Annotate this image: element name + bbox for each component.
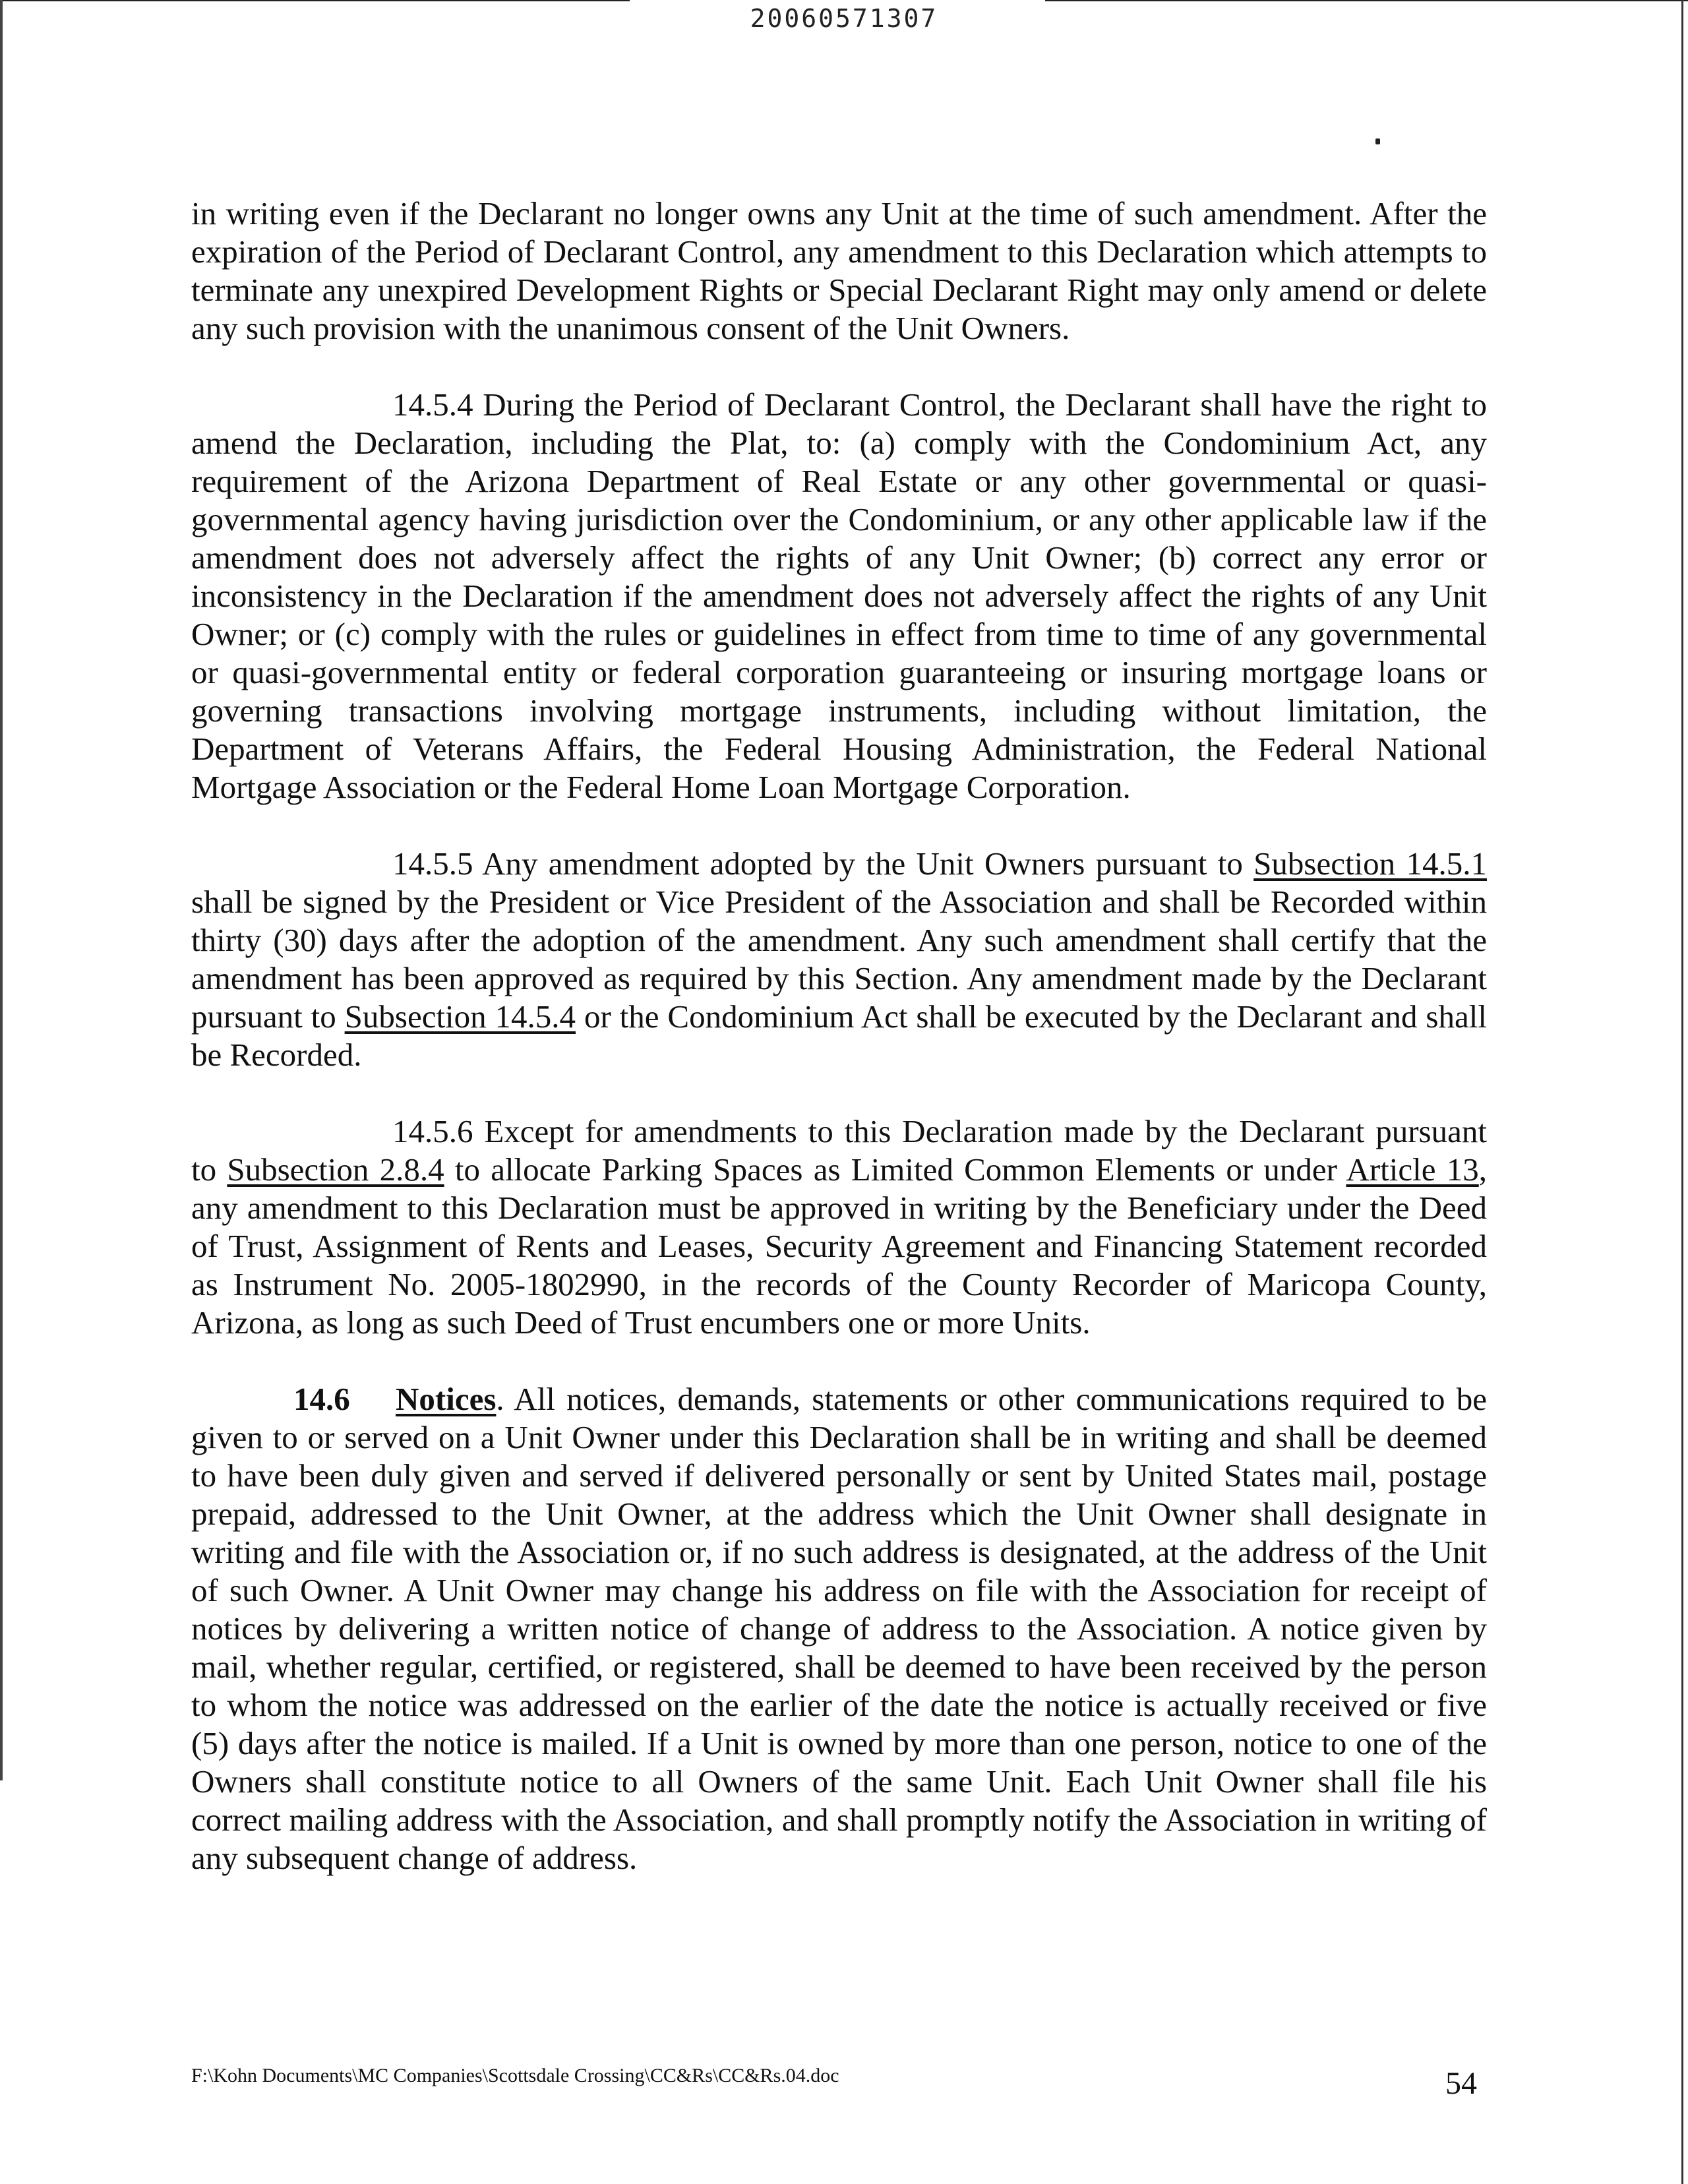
left-scan-edge [0,0,3,1780]
paragraph-14-5-6 [191,1112,1487,1342]
text-run: 14.5.5 Any amendment adopted by the Unit Owners pursuant to [392,845,1254,882]
scan-speck [1375,138,1380,144]
text-run: 14.5.6 Except for amendments to this Declaration made by the Declarant pursuant to [191,1113,1487,1188]
section-number: 14.6 [293,1381,350,1417]
paragraph-14-5-4: 14.5.4 During the Period of Declarant Control, the Declarant shall have the right to amend the Declaration, including the Plat, to: (a) comply with the Condominium Act, any requirement of the Arizona Department of Real Estate or any other governmental or quasi-governmental agency having jurisdiction over the Condominium, or any other applicable law if the amendment does not adversely affect the rights of any Unit Owner; (b) correct any error or inconsistency in the Declaration if the amendment does not adversely affect the rights of any Unit Owner; or (c) comply with the rules or guidelines in effect from time to time of any governmental or quasi-governmental entity or federal corporation guaranteeing or insuring mortgage loans or governing transactions involving mortgage instruments, including without limitation, the Department of Veterans Affairs, the Federal Housing Administration, the Federal National Mortgage Association or the Federal Home Loan Mortgage Corporation. [191,386,1487,805]
text-run: shall be signed by the President or Vice President of the Association and shall be Recorded within thirty (30) days after the adoption of the amendment. Any such amendment shall certify that the amendment has been approved as required by this Section. Any amendment made by the Declarant pursuant to [191,884,1487,1035]
paragraph-14-5-5 [191,845,1487,1074]
section-heading: Notices [396,1381,497,1417]
document-body [191,195,1487,1916]
top-border-line-right [1045,0,1688,1]
text-run: or the Condominium Act shall be executed by the Declarant and shall be Recorded. [191,998,1487,1073]
article-13-reference: Article 13 [1346,1151,1479,1188]
top-border-line-left [0,0,630,1]
section-14-6-notices [191,1380,1487,1877]
right-scan-edge [1681,0,1683,2184]
footer-file-path: F:\Kohn Documents\MC Companies\Scottsdale Crossing\CC&Rs\CC&Rs.04.doc [191,2065,839,2086]
subsection-14-5-4-reference: Subsection 14.5.4 [344,998,576,1035]
subsection-2-8-4-reference: Subsection 2.8.4 [227,1151,444,1188]
subsection-14-5-1-reference: Subsection 14.5.1 [1253,845,1487,882]
page-number: 54 [1445,2066,1477,2101]
text-run: , any amendment to this Declaration must be approved in writing by the Beneficiary under the Deed of Trust, Assignment of Rents and Leases, Security Agreement and Financing Statement recorded as Instrument No. 2005-1802990, in the records of the County Recorder of Maricopa County, Arizona, as long as such Deed of Trust encumbers one or more Units. [191,1151,1487,1341]
text-run: to allocate Parking Spaces as Limited Common Elements or under [444,1151,1346,1188]
section-text: . All notices, demands, statements or other communications required to be given to or served on a Unit Owner under this Declaration shall be in writing and shall be deemed to have been duly given and served if delivered personally or sent by United States mail, postage prepaid, addressed to the Unit Owner, at the address which the Unit Owner shall designate in writing and file with the Association or, if no such address is designated, at the address of the Unit of such Owner. A Unit Owner may change his address on file with the Association for receipt of notices by delivering a written notice of change of address to the Association. A notice given by mail, whether regular, certified, or registered, shall be deemed to have been received by the person to whom the notice was addressed on the earlier of the date the notice is actually received or five (5) days after the notice is mailed. If a Unit is owned by more than one person, notice to one of the Owners shall constitute notice to all Owners of the same Unit. Each Unit Owner shall file his correct mailing address with the Association, and shall promptly notify the Association in writing of any subsequent change of address. [191,1381,1488,1876]
paragraph-continuation: in writing even if the Declarant no longer owns any Unit at the time of such amendment. After the expiration of the Period of Declarant Control, any amendment to this Declaration which attempts to terminate any unexpired Development Rights or Special Declarant Right may only amend or delete any such provision with the unanimous consent of the Unit Owners. [191,195,1487,346]
recording-number: 20060571307 [750,4,938,33]
